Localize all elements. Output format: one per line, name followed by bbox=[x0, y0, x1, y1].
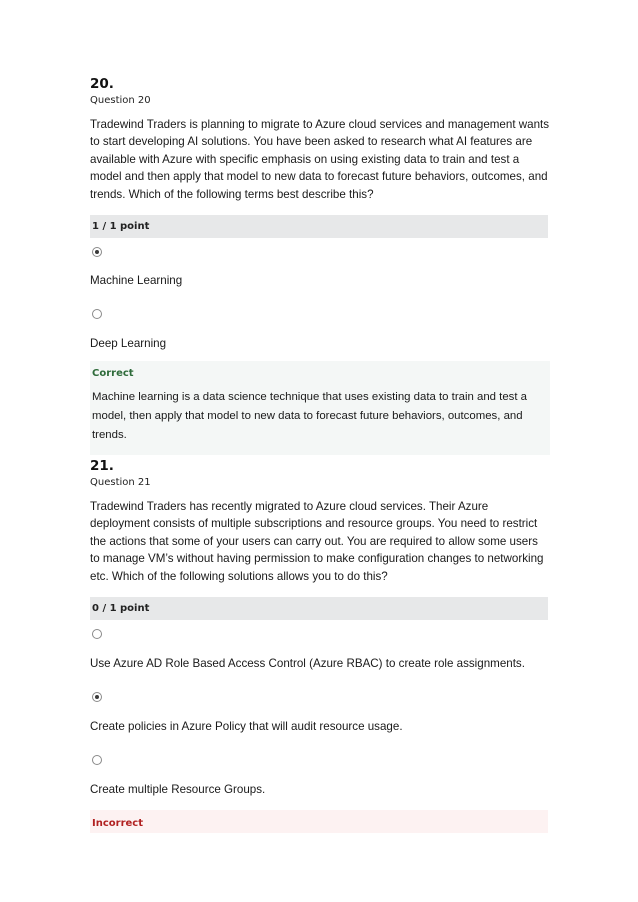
question-20 bbox=[90, 76, 550, 455]
question-text: Tradewind Traders is planning to migrate to Azure cloud services and management wants to start developing AI solutions. You have been asked to research what AI features are available with Azure with specific emphasis on using existing data to train and test a model and then apply that model to new data to forecast future behaviors, outcomes, and trends. Which of the following terms best describe this? bbox=[90, 118, 550, 201]
radio-unselected-icon[interactable] bbox=[92, 309, 102, 319]
question-label: Question 21 bbox=[90, 477, 151, 489]
option-azure-rbac[interactable] bbox=[90, 629, 550, 672]
points-bar: 0 / 1 point bbox=[90, 597, 548, 620]
feedback-correct bbox=[90, 361, 550, 455]
question-text: Tradewind Traders has recently migrated to Azure cloud services. Their Azure deployment consists of multiple subscriptions and resource groups. You need to restrict the actions that some of your users can carry out. You are required to allow some users to manage VM’s without having permission to make configuration changes to networking etc. Which of the following solutions allows you to do this? bbox=[90, 500, 544, 583]
question-21 bbox=[90, 458, 550, 833]
feedback-status: Incorrect bbox=[92, 818, 143, 830]
feedback-explanation: Machine learning is a data science technique that uses existing data to train and test a model, then apply that model to new data to forecast future behaviors, outcomes, and trends. bbox=[92, 391, 528, 442]
radio-unselected-icon[interactable] bbox=[92, 629, 102, 639]
question-number: 20. bbox=[90, 76, 114, 92]
option-resource-groups[interactable] bbox=[90, 755, 550, 798]
quiz-page bbox=[90, 76, 550, 833]
option-label[interactable]: Create policies in Azure Policy that will audit resource usage. bbox=[90, 720, 403, 734]
option-machine-learning[interactable] bbox=[90, 247, 550, 289]
radio-selected-icon[interactable] bbox=[92, 692, 102, 702]
option-label[interactable]: Create multiple Resource Groups. bbox=[90, 783, 266, 797]
option-label[interactable]: Use Azure AD Role Based Access Control (Azure RBAC) to create role assignments. bbox=[90, 657, 525, 671]
radio-selected-icon[interactable] bbox=[92, 247, 102, 257]
feedback-incorrect bbox=[90, 810, 548, 833]
points-bar: 1 / 1 point bbox=[90, 215, 548, 238]
question-number: 21. bbox=[90, 458, 114, 475]
question-label: Question 20 bbox=[90, 95, 151, 106]
option-label[interactable]: Deep Learning bbox=[90, 337, 167, 351]
option-deep-learning[interactable] bbox=[90, 309, 550, 352]
radio-unselected-icon[interactable] bbox=[92, 755, 102, 765]
option-label[interactable]: Machine Learning bbox=[90, 274, 183, 288]
feedback-status: Correct bbox=[92, 368, 134, 380]
option-azure-policy[interactable] bbox=[90, 692, 550, 735]
